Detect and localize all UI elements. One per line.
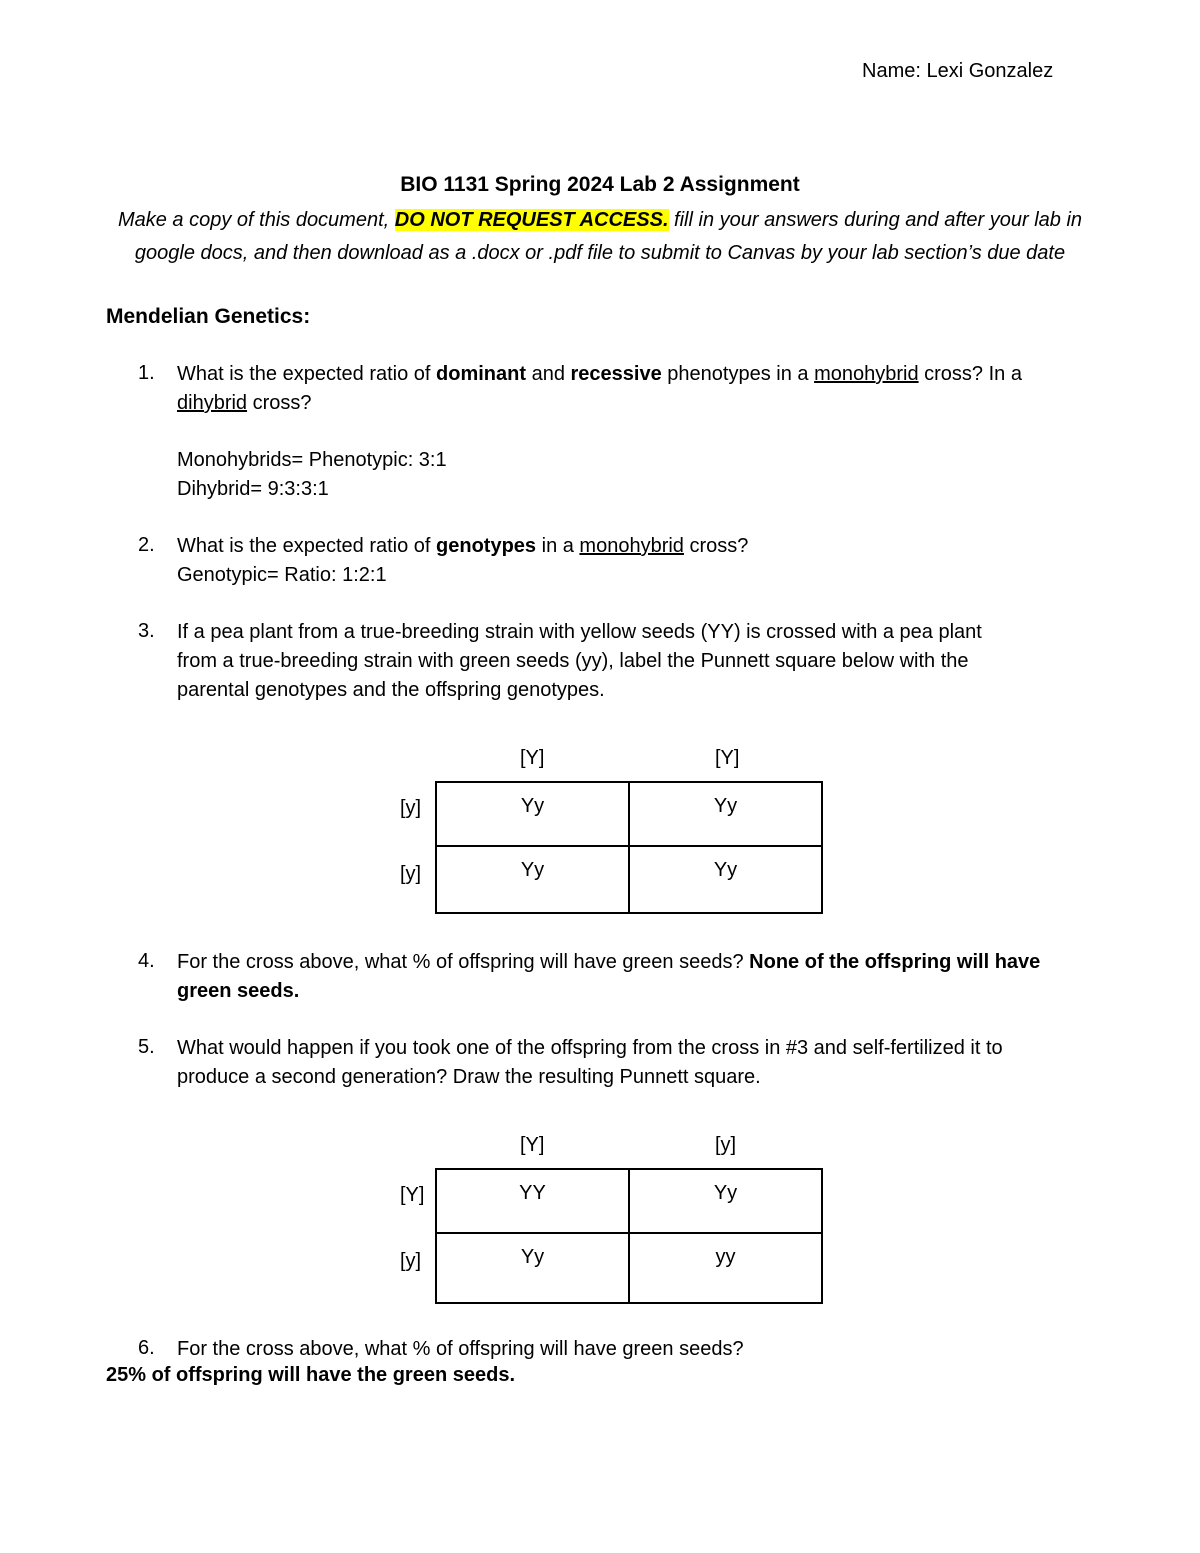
row-header: [y] bbox=[400, 797, 422, 819]
text: What is the expected ratio of bbox=[177, 363, 437, 385]
answer-1b: Dihybrid= 9:3:3:1 bbox=[177, 478, 329, 500]
question-number: 4. bbox=[138, 950, 155, 972]
instructions bbox=[112, 204, 1088, 270]
question-line: What would happen if you took one of the offspring from the cross in #3 and self-fertilized it to bbox=[177, 1037, 1003, 1059]
text: phenotypes in a bbox=[661, 363, 815, 385]
question-number: 1. bbox=[138, 362, 155, 384]
text: cross? bbox=[683, 535, 749, 557]
column-header: [Y] bbox=[520, 747, 545, 769]
question-number: 2. bbox=[138, 534, 155, 556]
answer-2: Genotypic= Ratio: 1:2:1 bbox=[177, 564, 387, 586]
text-underline: monohybrid bbox=[814, 363, 919, 385]
punnett-cell: yy bbox=[629, 1233, 822, 1303]
column-header: [y] bbox=[715, 1134, 737, 1156]
question-line: from a true-breeding strain with green seeds (yy), label the Punnett square below with the bbox=[177, 650, 969, 672]
student-name: Name: Lexi Gonzalez bbox=[862, 60, 1054, 82]
punnett-cell: Yy bbox=[436, 782, 629, 846]
text: cross? In a bbox=[918, 363, 1022, 385]
question-number: 6. bbox=[138, 1337, 155, 1359]
text: For the cross above, what % of offspring will have green seeds? bbox=[177, 951, 750, 973]
text-underline: monohybrid bbox=[579, 535, 684, 557]
punnett-cell: Yy bbox=[436, 846, 629, 913]
punnett-grid bbox=[435, 781, 823, 914]
row-header: [Y] bbox=[400, 1184, 425, 1206]
section-title: Mendelian Genetics: bbox=[106, 305, 311, 328]
text-bold: recessive bbox=[570, 363, 662, 385]
punnett-cell: Yy bbox=[436, 1233, 629, 1303]
punnett-cell: Yy bbox=[629, 846, 822, 913]
text-underline: dihybrid bbox=[177, 392, 248, 414]
column-header: [Y] bbox=[520, 1134, 545, 1156]
text: in a bbox=[536, 535, 580, 557]
answer-bold: green seeds. bbox=[177, 980, 300, 1002]
punnett-cell: Yy bbox=[629, 782, 822, 846]
instructions-highlight: DO NOT REQUEST ACCESS. bbox=[394, 209, 669, 231]
question-number: 5. bbox=[138, 1036, 155, 1058]
instructions-suffix: fill in your answers during and after your lab in google docs, and then download as a .docx or .pdf file to submit to Canvas by your lab section’s due date bbox=[134, 209, 1083, 264]
punnett-cell: Yy bbox=[629, 1169, 822, 1233]
text: and bbox=[526, 363, 571, 385]
question-text bbox=[177, 948, 1040, 1006]
row-header: [y] bbox=[400, 863, 422, 885]
punnett-cell: YY bbox=[436, 1169, 629, 1233]
question-line: If a pea plant from a true-breeding strain with yellow seeds (YY) is crossed with a pea plant bbox=[177, 621, 982, 643]
answer-1a: Monohybrids= Phenotypic: 3:1 bbox=[177, 449, 447, 471]
question-text bbox=[177, 532, 748, 561]
text: What is the expected ratio of bbox=[177, 535, 437, 557]
question-number: 3. bbox=[138, 620, 155, 642]
answer-6: 25% of offspring will have the green seeds. bbox=[106, 1364, 515, 1386]
text-bold: genotypes bbox=[436, 535, 537, 557]
question-text: For the cross above, what % of offspring will have green seeds? bbox=[177, 1338, 744, 1360]
question-text bbox=[177, 360, 1022, 418]
punnett-grid bbox=[435, 1168, 823, 1304]
assignment-title: BIO 1131 Spring 2024 Lab 2 Assignment bbox=[400, 173, 800, 196]
row-header: [y] bbox=[400, 1250, 422, 1272]
instructions-prefix: Make a copy of this document, bbox=[117, 209, 395, 231]
text-bold: dominant bbox=[436, 363, 527, 385]
question-line: parental genotypes and the offspring genotypes. bbox=[177, 679, 605, 701]
column-header: [Y] bbox=[715, 747, 740, 769]
text: cross? bbox=[247, 392, 312, 414]
question-line: produce a second generation? Draw the resulting Punnett square. bbox=[177, 1066, 761, 1088]
answer-bold: None of the offspring will have bbox=[749, 951, 1041, 973]
